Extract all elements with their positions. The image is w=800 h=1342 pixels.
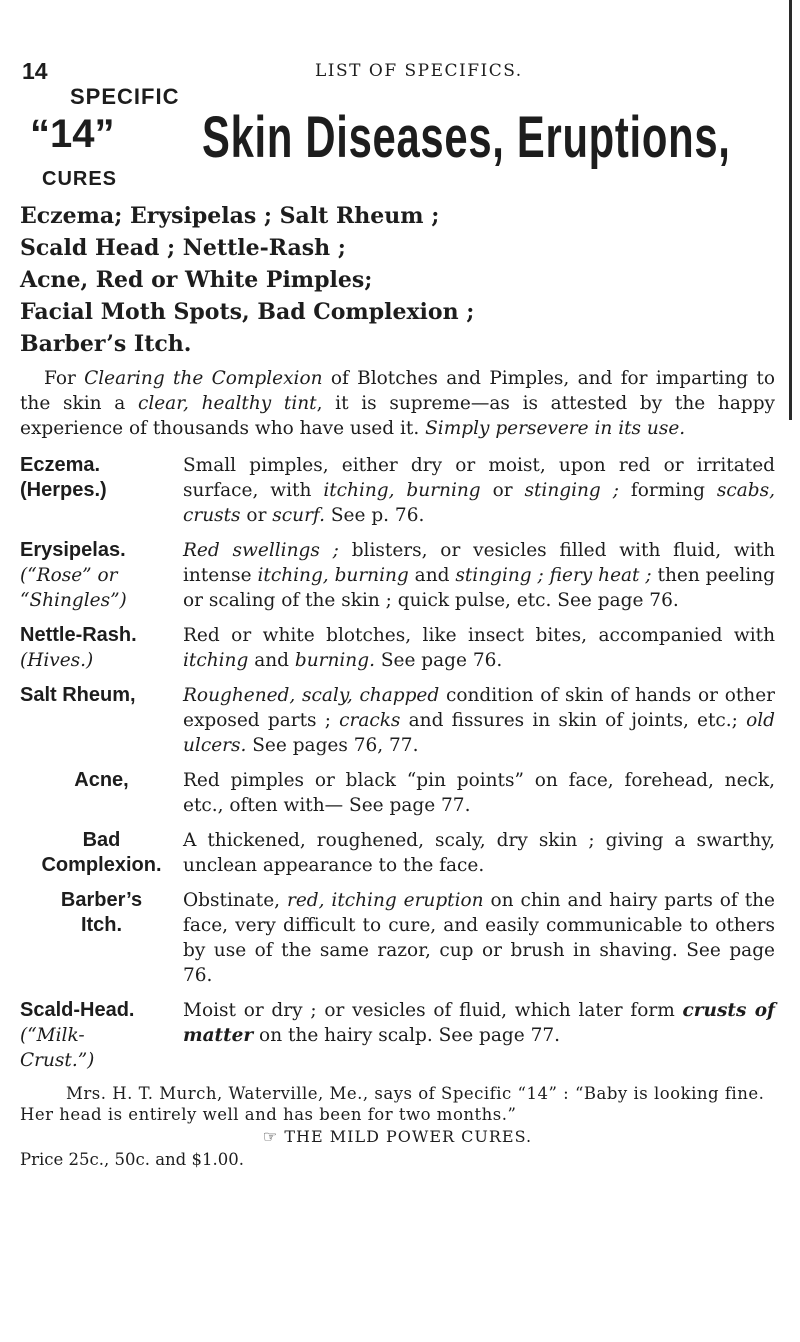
desc-text: on chin and hairy parts of the face, very difficult to cure, and easily communicable to others by use of the same razor, cup or brush in shaving. See page 76. [183,890,775,986]
entry-description [183,453,775,528]
desc-text: or [480,480,525,501]
page-number: 14 [22,58,48,84]
entry-title: Salt Rheum, [20,684,136,706]
desc-emphasis: Roughened, scaly, chapped [183,685,440,706]
desc-emphasis: cracks [339,710,401,731]
entry-subtitle: (“Milk- [20,1025,85,1046]
entry-description [183,623,775,673]
desc-text: or [240,505,273,526]
entry-erysipelas [20,538,775,613]
title-block [20,84,775,196]
desc-text: See page 76. [374,650,503,671]
specific-label: SPECIFIC [70,84,180,109]
desc-text: then peeling or scaling of the skin ; quick pulse, etc. See page 76. [183,565,775,611]
entry-title: Nettle-Rash. [20,624,137,646]
entry-subtitle: (“Rose” or [20,565,118,586]
entry-nettle-rash [20,623,775,673]
desc-emphasis: itching, burning [323,480,481,501]
entry-title: Erysipelas. [20,539,126,561]
desc-text: See pages 76, 77. [246,735,419,756]
running-head [20,58,775,86]
entry-name [20,683,183,758]
entry-name [20,768,183,818]
entry-barbers-itch [20,888,775,988]
intro-emphasis: clear, healthy tint [137,393,317,414]
desc-text: blisters, or vesicles filled with fluid, with intense [183,540,775,586]
entry-description [183,683,775,758]
entry-name [20,998,183,1073]
price-line: Price 25c., 50c. and $1.00. [20,1150,244,1169]
entry-subtitle: Crust.”) [20,1050,95,1071]
cures-line: Eczema; Erysipelas ; Salt Rheum ; [20,203,440,229]
desc-text: on the hairy scalp. See page 77. [253,1025,561,1046]
entry-name [20,623,183,673]
entry-subtitle: “Shingles”) [20,590,127,611]
desc-text: and [248,650,295,671]
desc-text: Small pimples, either dry or moist, upon red or irritated surface, with [183,455,775,501]
entry-name [20,538,183,613]
desc-emphasis: scurf. [272,505,325,526]
desc-emphasis: Red swellings ; [183,540,339,561]
entry-title: Eczema. [20,454,101,476]
running-title: LIST OF SPECIFICS. [315,61,523,81]
desc-emphasis: stinging ; fiery heat ; [455,565,652,586]
entry-subtitle: (Herpes.) [20,479,107,501]
intro-emphasis: Clearing the Complexion [84,368,323,389]
cures-line: Facial Moth Spots, Bad Complexion ; [20,299,475,325]
entry-title: Acne, [74,769,129,791]
document-page [20,58,775,1171]
motto: ☞ THE MILD POWER CURES. [262,1127,533,1146]
desc-text: and fissures in skin of joints, etc.; [400,710,747,731]
entry-title: Scald-Head. [20,999,135,1021]
entry-title: Complexion. [41,854,162,876]
entry-bad-complexion [20,828,775,878]
testimonial [20,1083,775,1125]
desc-emphasis: scabs, crusts [183,480,775,526]
intro-paragraph [20,366,775,441]
desc-text: forming [618,480,717,501]
entry-title: Bad [82,829,121,851]
entry-eczema [20,453,775,528]
intro-emphasis: Simply persevere in its use. [425,418,686,439]
cures-line: Barber’s Itch. [20,331,192,357]
cures-line: Acne, Red or White Pimples; [20,267,373,293]
desc-emphasis: itching, burning [257,565,409,586]
cures-list [20,200,775,360]
desc-text: condition of skin of hands or other exposed parts ; [183,685,776,731]
intro-text: of Blotches and Pimples, and for imparting to the skin a [20,368,775,414]
desc-text: Obstinate, [183,890,287,911]
entry-salt-rheum [20,683,775,758]
desc-text: A thickened, roughened, scaly, dry skin ; giving a swarthy, unclean appearance to the face. [183,830,775,876]
desc-emphasis: itching [183,650,249,671]
desc-emphasis: burning. [294,650,375,671]
entry-name [20,453,183,528]
entry-title: Barber’s [60,889,143,911]
desc-text: See p. 76. [324,505,425,526]
desc-text: Red pimples or black “pin points” on face, forehead, neck, etc., often with— See page 77. [183,770,775,816]
desc-text: Moist or dry ; or vesicles of fluid, which later form [183,1000,683,1021]
desc-emphasis: red, itching eruption [286,890,484,911]
testimonial-text: Mrs. H. T. Murch, Waterville, Me., says of Specific “14” : “Baby is looking fine. Her head is entirely well and has been for two months.” [20,1084,765,1124]
main-title: Skin Diseases, Eruptions, [202,105,731,170]
entry-description [183,998,775,1073]
cures-line: Scald Head ; Nettle-Rash ; [20,235,346,261]
desc-text: Red or white blotches, like insect bites, accompanied with [183,625,775,646]
specific-number: “14” [30,112,115,156]
entry-name [20,828,183,878]
entry-description [183,888,775,988]
intro-text: , it is supreme—as is attested by the happy experience of thousands who have used it. [20,393,775,439]
desc-emphasis: crusts of matter [183,1000,776,1046]
entry-description [183,768,775,818]
desc-text: and [408,565,456,586]
entry-description [183,538,775,613]
cures-label: CURES [42,168,118,190]
symptom-entries [20,453,775,1073]
entry-name [20,888,183,988]
entry-scald-head [20,998,775,1073]
page-edge-line [789,0,792,420]
desc-emphasis: old ulcers. [183,710,775,756]
entry-title: Itch. [80,914,123,936]
desc-emphasis: stinging ; [524,480,619,501]
entry-acne [20,768,775,818]
intro-text: For [44,368,85,389]
entry-subtitle: (Hives.) [20,650,94,671]
entry-description [183,828,775,878]
